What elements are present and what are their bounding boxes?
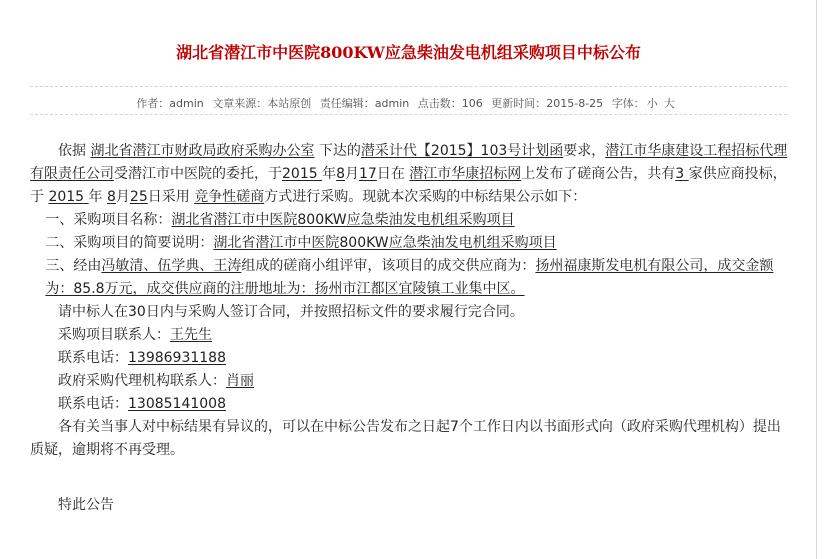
project-summary: 湖北省潜江市中医院800KW应急柴油发电机组采购项目 [213,235,557,251]
publish-month: 8 [336,166,346,182]
article-title: 湖北省潜江市中医院800KW应急柴油发电机组采购项目中标公布 [176,43,641,62]
bid-year: 2015 [48,189,89,205]
publish-site: 潜江市华康招标网 [409,166,522,182]
phone2-number: 13085141008 [128,396,226,412]
item-project-summary [30,232,790,255]
article-meta [0,95,817,111]
meta-author: 作者：admin [136,97,204,110]
phone1-line [30,347,790,370]
phone-label: 联系电话： [58,350,128,366]
intro-text: 受潜江市中医院的委托，于 [114,166,282,182]
title-divider [30,86,787,87]
intro-text: 方式进行采购。现就本次采购的中标结果公示如下： [264,189,587,205]
contact2-name: 肖丽 [226,373,254,389]
phone2-line [30,393,790,416]
meta-font-label: 字体： [611,97,645,110]
supplier-count: 3 [675,166,689,182]
contact1-line [30,324,790,347]
meta-divider [30,114,787,115]
publish-day: 17 [359,166,377,182]
item-text: 组成的磋商小组评审，该项目的成交供应商为： [241,258,536,274]
intro-text: 年 [322,166,337,182]
agency-name: 湖北省潜江市财政局政府采购办公室 [90,143,315,159]
project-name: 湖北省潜江市中医院800KW应急柴油发电机组采购项目 [171,212,515,228]
item-label: 二、采购项目的简要说明： [45,235,214,251]
item-label: 一、采购项目名称： [45,212,172,228]
intro-text: 家供应商投标，于 [30,166,787,205]
item-project-name [30,209,790,232]
intro-text: 依据 [58,143,91,159]
objection-paragraph: 各有关当事人对中标结果有异议的，可以在中标公告发布之日起7个工作日内以书面形式向（政府采购代理机构）提出质疑，逾期将不再受理。 [30,419,781,458]
item-label: 三、经由 [45,258,102,274]
meta-updated: 更新时间：2015-8-25 [491,97,604,110]
contact1-name: 王先生 [170,327,212,343]
plan-number: 潜采计代【2015】103号计划函 [360,143,564,159]
intro-paragraph [30,140,790,209]
winning-supplier: 扬州福康斯发电机有限公司，成交金额为：85.8万元，成交供应商的注册地址为：扬州市江都区宜陵镇工业集中区。 [45,258,774,297]
contact-label: 政府采购代理机构联系人： [58,373,226,389]
phone-label: 联系电话： [58,396,128,412]
intro-text: 下达的 [314,143,361,159]
contact-label: 采购项目联系人： [58,327,170,343]
article-body [30,140,790,531]
item-evaluation-result [30,255,790,301]
phone1-number: 13986931188 [128,350,226,366]
font-small-link[interactable]: 小 [646,97,658,110]
closing-statement: 特此公告 [58,497,114,513]
agent-company: 潜江市华康建设工程招标代理有限责任公司 [30,143,788,182]
font-large-link[interactable]: 大 [663,97,675,110]
bid-month: 8 [107,189,116,205]
bid-day: 25 [129,189,148,205]
contact2-line [30,370,790,393]
intro-text: 上发布了磋商公告，共有 [521,166,676,182]
intro-text: 要求， [563,143,606,159]
intro-text: 日采用 [147,189,195,205]
evaluation-panel: 冯敏清、伍学典、王涛 [101,258,242,274]
procurement-method: 竞争性磋商 [194,189,265,205]
contract-note: 请中标人在30日内与采购人签订合同，并按照招标文件的要求履行完合同。 [58,304,524,320]
intro-text: 日在 [376,166,410,182]
meta-editor: 责任编辑：admin [319,97,410,110]
intro-text: 年 [88,189,107,205]
meta-clicks: 点击数：106 [417,97,483,110]
publish-year: 2015 [282,166,323,182]
meta-source: 文章来源：本站原创 [212,97,312,110]
intro-text: 月 [345,166,360,182]
intro-text: 月 [115,189,130,205]
